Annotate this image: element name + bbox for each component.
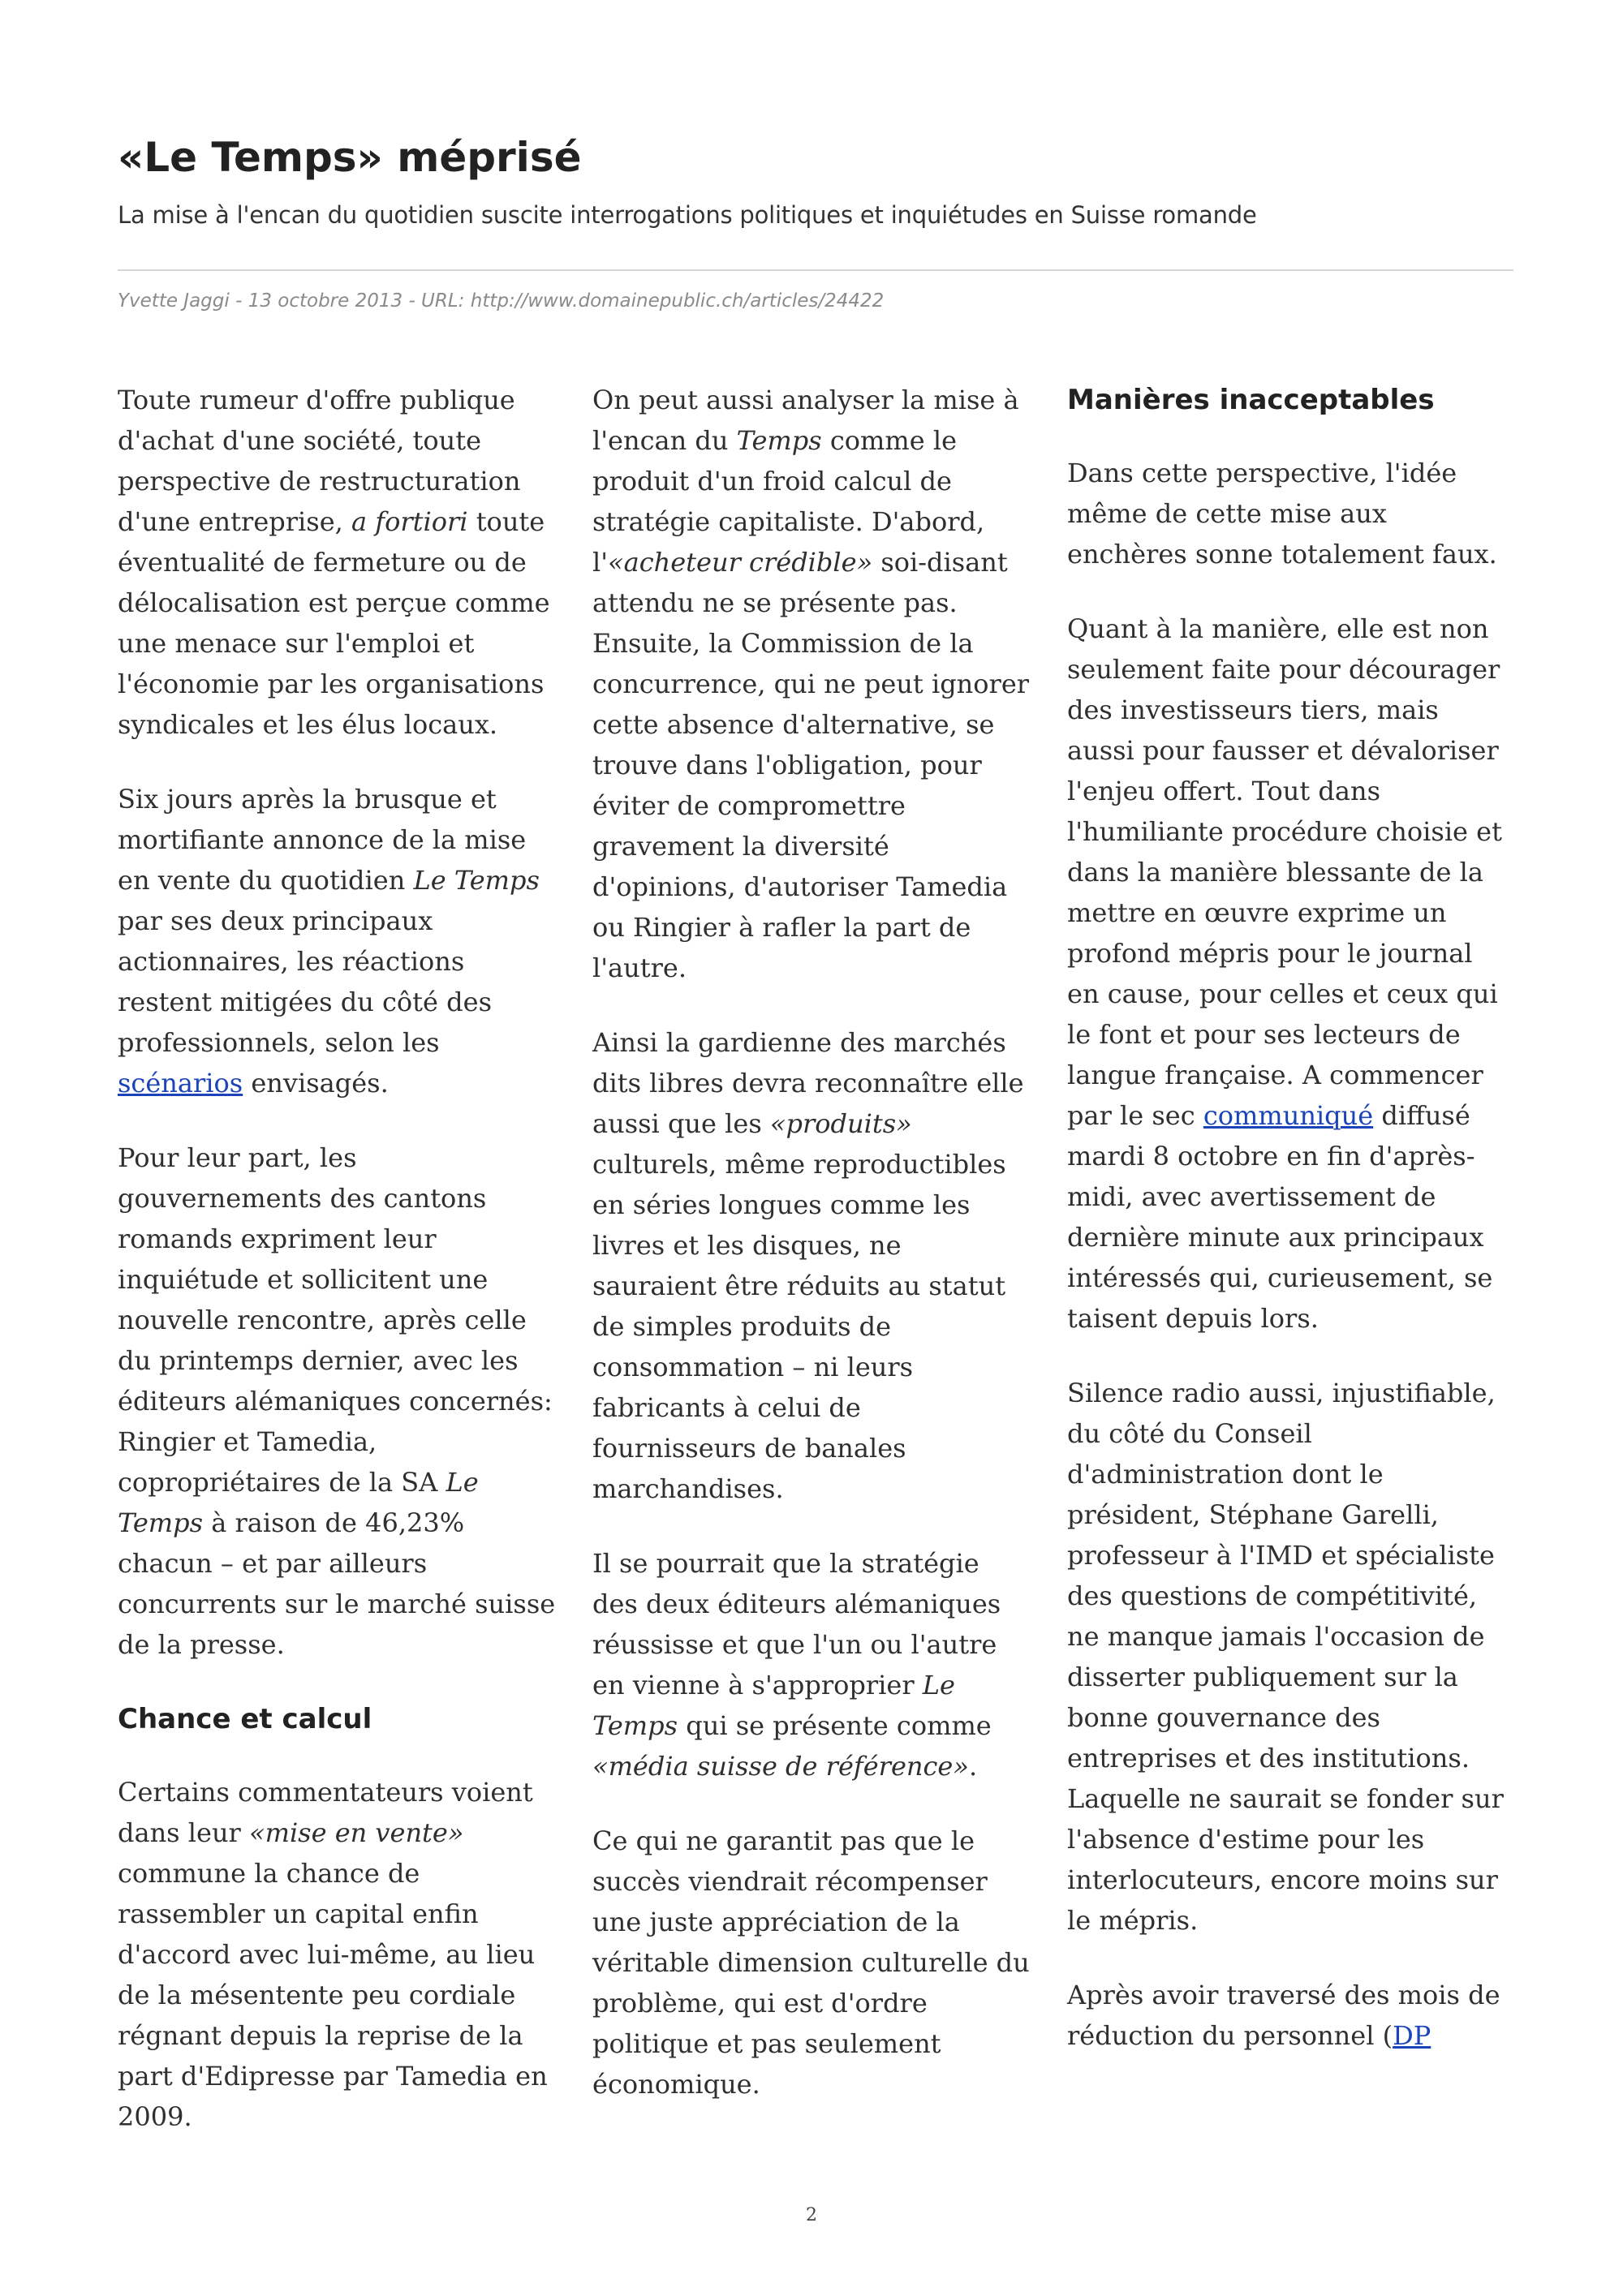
scenarios-link[interactable]: scénarios xyxy=(118,1068,243,1099)
column-1 xyxy=(118,380,556,2165)
text-span: comme le produit d'un froid calcul de stratégie capitaliste. D'abord, l' xyxy=(592,425,985,578)
article-subtitle: La mise à l'encan du quotidien suscite interrogations politiques et inquiétudes en Suisse romande xyxy=(118,201,1257,229)
paragraph xyxy=(592,1543,1031,1786)
paragraph xyxy=(118,1772,556,2137)
text-span: Après avoir traversé des mois de réduction du personnel ( xyxy=(1067,1980,1500,2051)
page-number: 2 xyxy=(806,2205,817,2225)
section-heading-manieres-inacceptables: Manières inacceptables xyxy=(1067,384,1435,416)
text-span: Six jours après la brusque et mortifiante annonce de la mise en vente du quotidien xyxy=(118,784,527,896)
paragraph xyxy=(1067,608,1505,1339)
paragraph xyxy=(118,380,556,745)
text-span: Ainsi la gardienne des marchés dits libres devra reconnaître elle aussi que les xyxy=(592,1027,1024,1139)
communique-link[interactable]: communiqué xyxy=(1203,1100,1374,1131)
text-span: soi-disant attendu ne se présente pas. Ensuite, la Commission de la concurrence, qui ne peut ignorer cette absence d'alternative, se trouve dans l'obligation, pour éviter de compromettre gravement la diversité d'opinions, d'autoriser Tamedia ou Ringier à rafler la part de l'autre. xyxy=(592,547,1030,983)
text-span: . xyxy=(968,1751,978,1782)
header-divider xyxy=(118,269,1513,271)
italic-text: a fortiori xyxy=(351,506,468,537)
text-span: par ses deux principaux actionnaires, les réactions restent mitigées du côté des professionnels, selon les xyxy=(118,905,492,1058)
section-heading-chance-et-calcul: Chance et calcul xyxy=(118,1703,372,1735)
article-meta: Yvette Jaggi - 13 octobre 2013 - URL: http://www.domainepublic.ch/articles/24422 xyxy=(118,290,885,312)
paragraph xyxy=(118,779,556,1103)
column-3 xyxy=(1067,380,1505,2165)
paragraph: Dans cette perspective, l'idée même de cette mise aux enchères sonne totalement faux. xyxy=(1067,458,1497,570)
text-span: qui se présente comme xyxy=(678,1710,992,1741)
text-span: à raison de 46,23% chacun – et par ailleurs concurrents sur le marché suisse de la presse. xyxy=(118,1507,556,1660)
italic-text: «produits» xyxy=(769,1108,912,1139)
article-page xyxy=(118,128,1513,2132)
text-span: Toute rumeur d'offre publique d'achat d'une société, toute perspective de restructuration d'une entreprise, xyxy=(118,385,521,537)
paragraph xyxy=(592,380,1031,988)
text-span: Il se pourrait que la stratégie des deux éditeurs alémaniques réussisse et que l'un ou l'autre en vienne à s'approprier xyxy=(592,1548,1001,1701)
article-title: «Le Temps» méprisé xyxy=(118,134,582,181)
italic-text: Le Temps xyxy=(118,1467,479,1538)
text-span: envisagés. xyxy=(243,1068,389,1099)
italic-text: «média suisse de référence» xyxy=(592,1751,969,1782)
text-span: toute éventualité de fermeture ou de délocalisation est perçue comme une menace sur l'emploi et l'économie par les organisations syndicales et les élus locaux. xyxy=(118,506,550,740)
italic-text: Temps xyxy=(736,425,822,456)
italic-text: Le Temps xyxy=(592,1670,955,1741)
italic-text: «acheteur crédible» xyxy=(608,547,873,578)
article-columns xyxy=(118,380,1513,2165)
text-span: On peut aussi analyser la mise à l'encan du xyxy=(592,385,1019,456)
text-span: Quant à la manière, elle est non seulement faite pour décourager des investisseurs tiers, mais aussi pour fausser et dévaloriser l'enjeu offert. Tout dans l'humiliante procédure choisie et dans la manière blessante de la mettre en œuvre exprime un profond mépris pour le journal en cause, pour celles et ceux qui le font et pour ses lecteurs de langue française. A commencer par le sec xyxy=(1067,613,1502,1131)
italic-text: «mise en vente» xyxy=(249,1817,464,1848)
paragraph xyxy=(1067,1975,1505,2056)
paragraph: Ce qui ne garantit pas que le succès viendrait récompenser une juste appréciation de la véritable dimension culturelle du problème, qui est d'ordre politique et pas seulement économique. xyxy=(592,1825,1030,2100)
text-span: diffusé mardi 8 octobre en fin d'après-midi, avec avertissement de dernière minute aux principaux intéressés qui, curieusement, se taisent depuis lors. xyxy=(1067,1100,1493,1334)
paragraph: Silence radio aussi, injustifiable, du côté du Conseil d'administration dont le président, Stéphane Garelli, professeur à l'IMD et spécialiste des questions de compétitivité, ne manque jamais l'occasion de disserter publiquement sur la bonne gouvernance des entreprises et des institutions. Laquelle ne saurait se fonder sur l'absence d'estime pour les interlocuteurs, encore moins sur le mépris. xyxy=(1067,1378,1504,1936)
paragraph xyxy=(118,1137,556,1665)
text-span: Certains commentateurs voient dans leur xyxy=(118,1777,533,1848)
text-span: commune la chance de rassembler un capital enfin d'accord avec lui-même, au lieu de la mésentente peu cordiale régnant depuis la reprise de la part d'Edipresse par Tamedia en 2009. xyxy=(118,1858,548,2132)
column-2 xyxy=(592,380,1031,2165)
text-span: Pour leur part, les gouvernements des cantons romands expriment leur inquiétude et sollicitent une nouvelle rencontre, après celle du printemps dernier, avec les éditeurs alémaniques concernés: Ringier et Tamedia, copropriétaires de la SA xyxy=(118,1142,553,1498)
paragraph xyxy=(592,1022,1031,1509)
text-span: culturels, même reproductibles en séries longues comme les livres et les disques, ne sauraient être réduits au statut de simples produits de consommation – ni leurs fabricants à celui de fournisseurs de banales marchandises. xyxy=(592,1149,1006,1504)
italic-text: Le Temps xyxy=(413,865,540,896)
dp-link[interactable]: DP xyxy=(1393,2020,1431,2051)
